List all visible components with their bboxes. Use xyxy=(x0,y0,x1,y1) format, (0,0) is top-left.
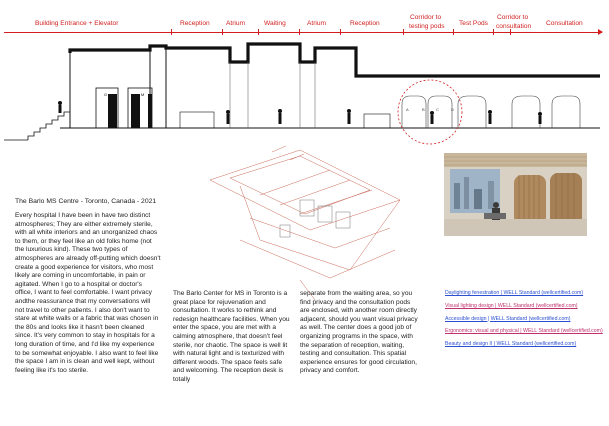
zone-label: Corridor to xyxy=(497,14,529,21)
link-beauty-design[interactable]: Beauty and design II | WELL Standard (wellcertified.com) xyxy=(445,341,577,348)
body-column-1: Every hospital I have been in have two distinct atmospheres; They are either extremely sterile, with all white interiors and an unorganized chaos to them, or they feel like an old folks home (not the luxurious kind). These two types of atmospheres are already off-putting which doesn't create a good experience for visitors, who most likely are coming in uncomfortable, in pain or agitated. When I go to a hospital or doctor's office, I want to feel comfortable. I want privacy andthe reassurance that my conversations will not travel to other patients. I also don't want to stare at white walls or a fabric that was chosen in the 80s and looks like it hasn't been cleaned since. It's very common to stay in hospitals for a long duration of time, and I'd like my experience to be somewhat enjoyable. I also want to feel like the space I am in is clean and well kept, without feeling like it's too sterile. xyxy=(15,212,161,374)
pod-mark: B xyxy=(422,107,425,112)
zone-label: Atrium xyxy=(226,20,246,27)
link-visual-lighting[interactable]: Visual lighting design | WELL Standard (wellcertified.com) xyxy=(445,302,578,309)
reception-desk xyxy=(180,112,214,128)
pod-mark: C xyxy=(436,107,439,112)
link-daylighting[interactable]: Daylighting fenestration | WELL Standard (wellcertified.com) xyxy=(445,290,584,296)
zone-label: testing pods xyxy=(409,23,445,30)
interior-photo xyxy=(444,153,587,236)
test-pod xyxy=(512,96,540,128)
zone-label: Building Entrance + Elevator xyxy=(35,20,119,27)
body-column-2: The Barlo Center for MS in Toronto is a great place for rejuvenation and consultation. It works to rethink and redesign healthcare facilities. When you enter the space, you are met with a calming atmosphere, that doesn't feel sterile, nor chaotic. The space is well lit with natural light and is texturized with different woods. The space feels safe and welcoming. The reception desk is totally xyxy=(173,290,290,383)
reception-desk xyxy=(364,114,390,128)
elevator-mark: M xyxy=(141,92,145,97)
zone-label: Waiting xyxy=(264,20,286,27)
pod-mark: A xyxy=(406,107,409,112)
entrance-stairs xyxy=(28,112,70,140)
zone-label: Consultation xyxy=(546,20,583,27)
zone-label: Test Pods xyxy=(459,20,488,27)
zone-label: Reception xyxy=(180,20,210,27)
axonometric-plan xyxy=(210,146,400,300)
link-ergonomics[interactable]: Ergonomics: visual and physical | WELL Standard (wellcertified.com) xyxy=(445,328,603,335)
link-accessible-design[interactable]: Accessible design | WELL Standard (wellcertified.com) xyxy=(445,315,571,322)
pod-mark: D xyxy=(451,107,454,112)
reference-links xyxy=(445,290,605,354)
body-column-3: separate from the waiting area, so you find privacy and the consultation pods are enclosed, with another room directly adjacent, should you want visual privacy as well. The center does a good job of organizing programs in the space, with the separation of reception, waiting, testing and consultation. This spatial experience ensures for good circulation, privacy and comfort. xyxy=(300,290,418,375)
zone-label: Corridor to xyxy=(410,14,442,21)
page-title: The Barlo MS Centre - Toronto, Canada - 2021 xyxy=(15,198,157,205)
test-pod xyxy=(552,96,580,128)
zone-label: Reception xyxy=(350,20,380,27)
axonometric-detail xyxy=(280,200,350,237)
elevator-mark: G xyxy=(104,92,108,97)
zone-label: consultation xyxy=(496,23,532,30)
zone-label: Atrium xyxy=(307,20,327,27)
